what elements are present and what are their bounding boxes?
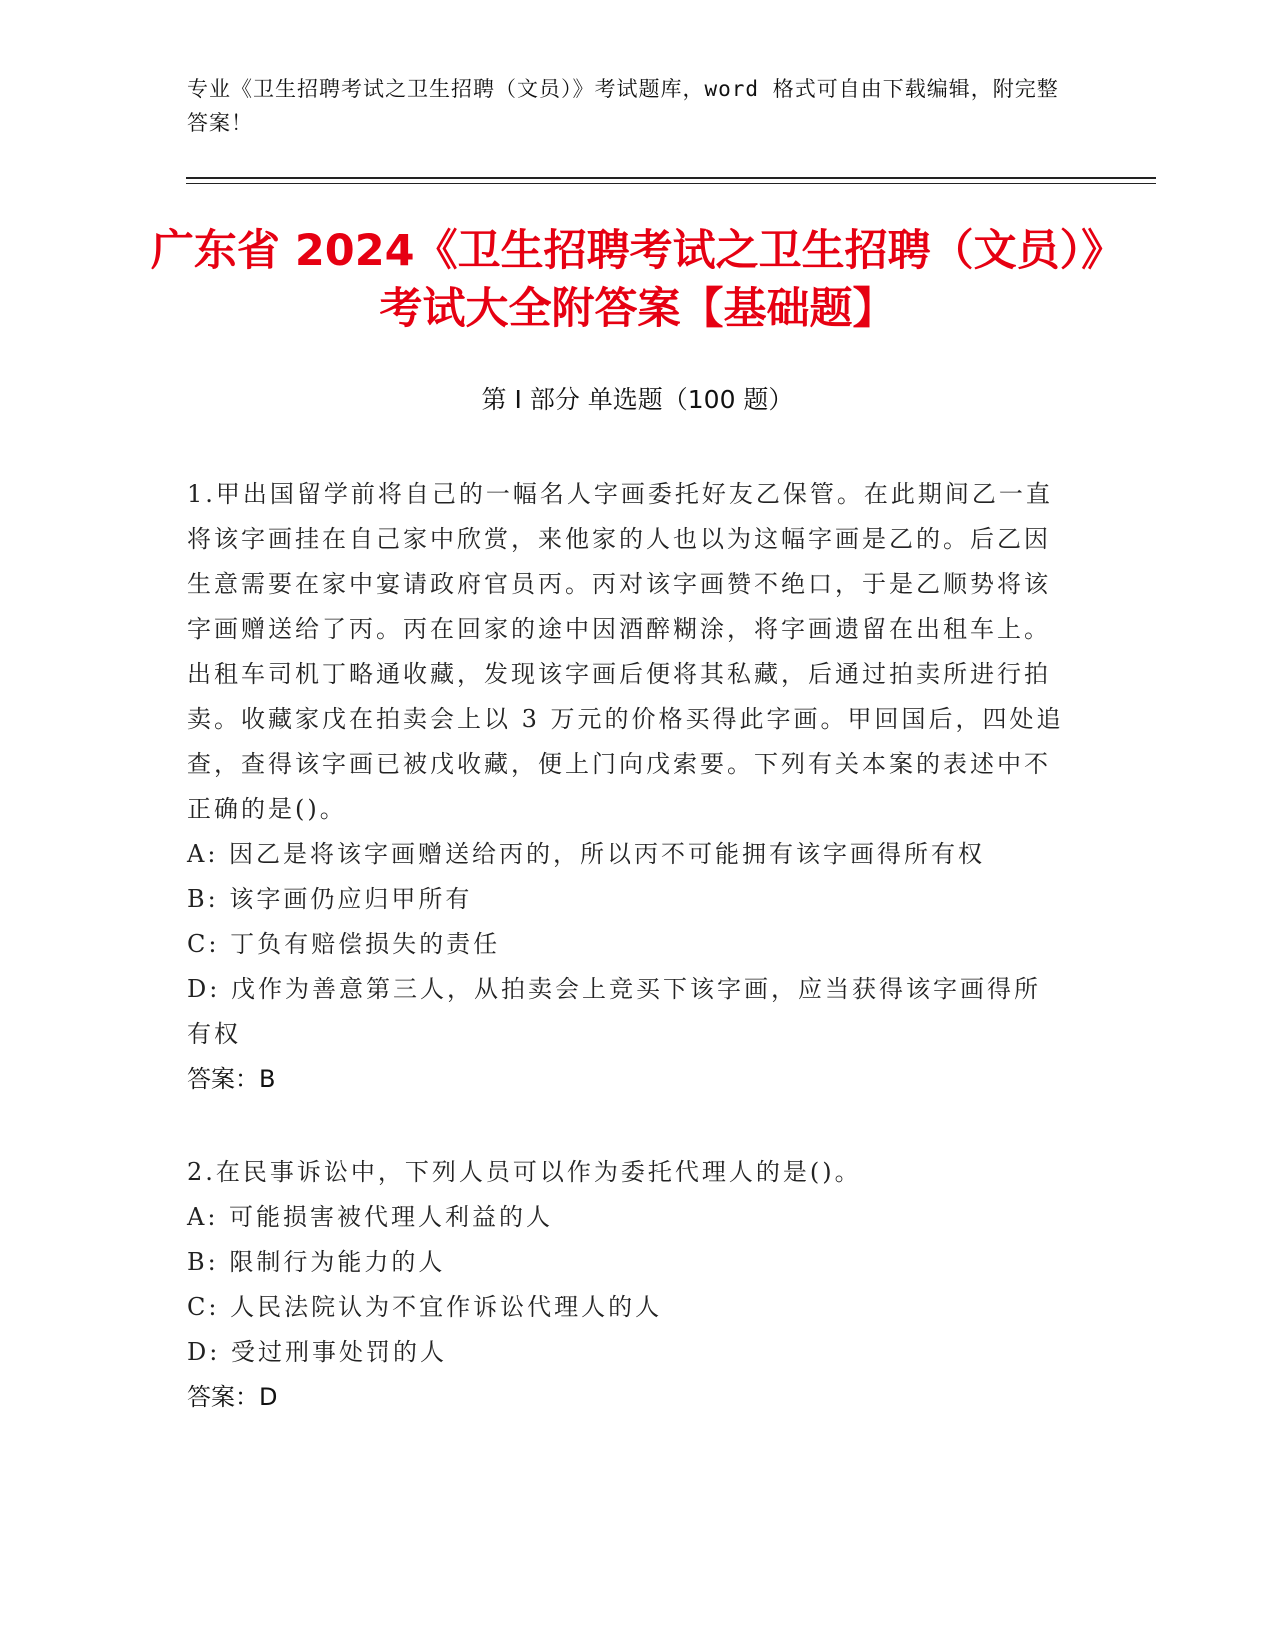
question-text: 1.甲出国留学前将自己的一幅名人字画委托好友乙保管。在此期间乙一直将该字画挂在自己家中欣赏，来他家的人也以为这幅字画是乙的。后乙因生意需要在家中宴请政府官员丙。丙对该字画赞不绝口，于是乙顺势将该字画赠送给了丙。丙在回家的途中因酒醉糊涂，将字画遗留在出租车上。出租车司机丁略通收藏，发现该字画后便将其私藏，后通过拍卖所进行拍卖。收藏家戊在拍卖会上以 3 万元的价格买得此字画。甲回国后，四处追查，查得该字画已被戊收藏，便上门向戊索要。下列有关本案的表述中不正确的是()。 <box>187 480 1064 823</box>
document-title: 广东省 2024《卫生招聘考试之卫生招聘（文员）》考试大全附答案【基础题】 <box>150 226 1125 334</box>
option-b: B: 该字画仍应归甲所有 <box>187 885 473 913</box>
question-text: 2.在民事诉讼中，下列人员可以作为委托代理人的是()。 <box>187 1158 862 1186</box>
header-divider-thick <box>186 177 1156 179</box>
header-note: 专业《卫生招聘考试之卫生招聘（文员）》考试题库，word 格式可自由下载编辑，附完整答案！ <box>187 77 1059 135</box>
option-c: C: 丁负有赔偿损失的责任 <box>187 930 501 958</box>
header-divider-thin <box>186 183 1156 184</box>
question-2 <box>187 1150 1067 1420</box>
option-a: A: 因乙是将该字画赠送给丙的，所以丙不可能拥有该字画得所有权 <box>187 840 986 868</box>
option-b: B: 限制行为能力的人 <box>187 1248 446 1276</box>
option-d: D: 戊作为善意第三人，从拍卖会上竞买下该字画，应当获得该字画得所有权 <box>187 975 1041 1048</box>
option-d: D: 受过刑事处罚的人 <box>187 1338 447 1366</box>
answer-label: 答案：D <box>187 1383 278 1411</box>
question-1 <box>187 472 1067 1102</box>
answer-label: 答案：B <box>187 1065 276 1093</box>
section-heading: 第 I 部分 单选题（100 题） <box>481 385 794 414</box>
option-a: A: 可能损害被代理人利益的人 <box>187 1203 554 1231</box>
option-c: C: 人民法院认为不宜作诉讼代理人的人 <box>187 1293 663 1321</box>
